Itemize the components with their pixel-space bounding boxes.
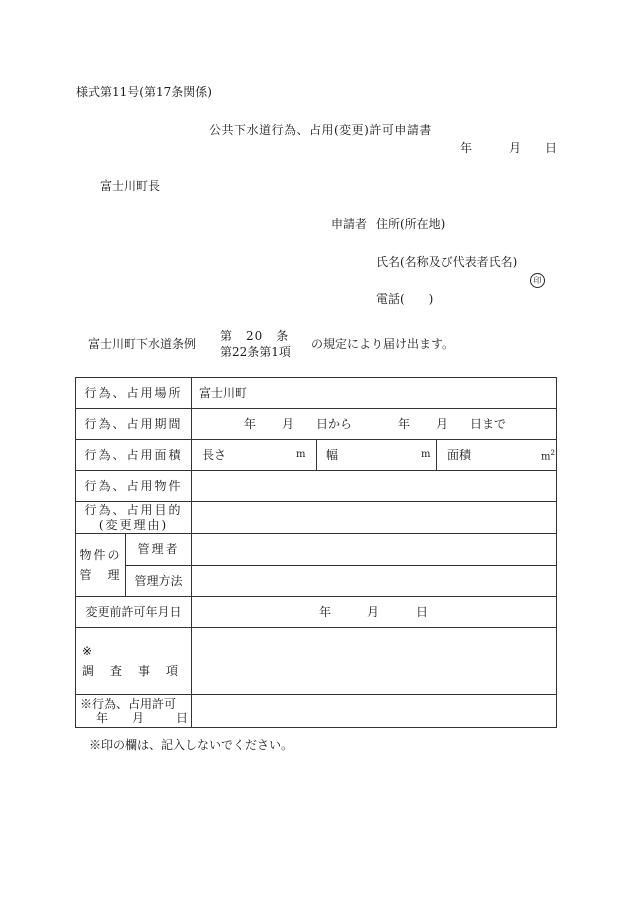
method-label: 管理方法: [126, 566, 192, 597]
place-label: 行為、占用場所: [76, 378, 192, 409]
row-area: [76, 440, 557, 471]
permit-date-labels: [80, 711, 191, 725]
date-day: 日: [545, 141, 558, 155]
period-month-2: 月: [436, 417, 449, 431]
ordinance-name: 富士川町下水道条例: [88, 337, 197, 351]
manager-value[interactable]: [192, 534, 557, 566]
row-prev-permit: [76, 597, 557, 628]
survey-mark: ※: [82, 643, 93, 658]
prev-month: 月: [367, 605, 380, 619]
ordinance-article-1: 第 20 条: [220, 329, 290, 343]
period-to: 日まで: [470, 417, 507, 431]
object-label: 行為、占用物件: [76, 471, 192, 502]
period-from: 日から: [316, 417, 353, 431]
purpose-label-cell: [76, 502, 192, 534]
purpose-label-sub: (変更理由): [98, 517, 169, 532]
period-value[interactable]: [192, 409, 557, 440]
mgmt-label-2: 管 理: [79, 568, 122, 582]
period-year-1: 年: [244, 417, 257, 431]
area-unit-base: m: [541, 451, 551, 463]
mgmt-label-1: 物件の: [79, 547, 122, 562]
mgmt-label-cell: [76, 534, 126, 597]
addressee: 富士川町長: [100, 179, 161, 193]
row-method: [76, 566, 557, 597]
date-month: 月: [509, 141, 522, 155]
ordinance-tail: の規定により届け出ます。: [311, 337, 455, 351]
width-label: 幅: [326, 448, 339, 462]
row-place: [76, 378, 557, 409]
applicant-name-label: 氏名(名称及び代表者氏名): [376, 255, 518, 269]
ordinance-article-2: 第22条第1項: [220, 345, 291, 359]
purpose-value[interactable]: [192, 502, 557, 534]
permit-year: 年: [96, 711, 109, 726]
form-number: 様式第11号(第17条関係): [76, 85, 212, 99]
prev-year: 年: [319, 605, 332, 619]
length-label: 長さ: [202, 448, 227, 462]
permit-label-cell: [76, 695, 192, 728]
method-value[interactable]: [192, 566, 557, 597]
area-sub-label: 面積: [447, 448, 472, 462]
permit-day: 日: [176, 711, 189, 726]
object-value[interactable]: [192, 471, 557, 502]
survey-label: 調 査 事 項: [82, 664, 181, 678]
row-purpose: [76, 502, 557, 534]
application-date: [460, 142, 557, 154]
period-month-1: 月: [282, 417, 295, 431]
applicant-address-label: 住所(所在地): [376, 217, 446, 231]
applicant-phone-label: 電話( ): [376, 292, 434, 306]
permit-value: [192, 695, 557, 728]
area-unit: [541, 450, 555, 462]
place-value[interactable]: 富士川町: [192, 378, 557, 409]
survey-value: [192, 628, 557, 695]
row-object: [76, 471, 557, 502]
prev-permit-value[interactable]: [192, 597, 557, 628]
row-period: [76, 409, 557, 440]
permit-label: ※行為、占用許可: [80, 696, 177, 711]
permit-month: 月: [132, 711, 145, 726]
manager-label: 管理者: [126, 534, 192, 566]
date-year: 年: [460, 141, 473, 155]
prev-day: 日: [416, 605, 429, 619]
applicant-label: 申請者: [331, 217, 368, 231]
period-label: 行為、占用期間: [76, 409, 192, 440]
length-cell[interactable]: [192, 440, 317, 471]
area-label: 行為、占用面積: [76, 440, 192, 471]
row-survey: [76, 628, 557, 695]
survey-label-cell: [76, 628, 192, 695]
length-unit: m: [296, 449, 306, 460]
form-title: 公共下水道行為、占用(変更)許可申請書: [209, 123, 432, 137]
row-permit: [76, 695, 557, 728]
seal-mark: 印: [530, 273, 545, 288]
area-cell[interactable]: [437, 440, 557, 471]
width-cell[interactable]: [317, 440, 437, 471]
application-table: [75, 377, 557, 728]
prev-permit-label: 変更前許可年月日: [76, 597, 192, 628]
footnote: ※印の欄は、記入しないでください。: [89, 738, 294, 752]
row-manager: [76, 534, 557, 566]
period-year-2: 年: [398, 417, 411, 431]
purpose-label: 行為、占用目的: [84, 503, 183, 518]
area-unit-sup: 2: [550, 449, 555, 457]
width-unit: m: [421, 449, 431, 460]
